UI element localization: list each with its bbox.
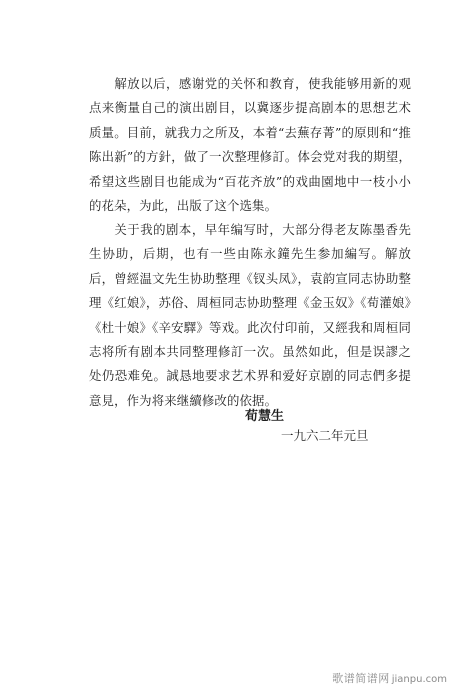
paragraph-preface xyxy=(89,72,411,218)
site-watermark xyxy=(332,670,447,686)
signature-date: 一九六二年元旦 xyxy=(281,428,369,443)
watermark-site-name: 歌谱简谱网 xyxy=(332,672,390,685)
paragraph-text: 解放以后，感谢党的关怀和教育，使我能够用新的观点来衡量自己的演出剧目，以冀逐步提高剧本的思想艺术质量。目前，就我力之所及，本着“去蕪存菁”的原則和“推陈出新”的方針，做了一次整理修訂。体会党对我的期望，希望这些剧目也能成为“百花齐放”的戏曲園地中一枝小小的花朵，为此，出版了这个选集。 xyxy=(89,76,411,214)
paragraph-text: 关于我的剧本，早年编写时，大部分得老友陈墨香先生协助，后期，也有一些由陈永鐘先生参加編写。解放后，曾經温文先生协助整理《钗头凤》，袁韵宣同志协助整理《红娘》，苏俗、周桓同志协助整理《金玉奴》《荀灌娘》《杜十娘》《辛安驛》等戏。此次付印前，又經我和周桓同志将所有剧本共同整理修訂一次。虽然如此，但是误謬之处仍恐难免。誠恳地要求艺术界和爱好京剧的同志們多提意見，作为将来继續修改的依据。 xyxy=(89,222,411,408)
author-signature: 荀慧生 xyxy=(245,409,285,424)
watermark-url: jianpu.com xyxy=(391,674,447,685)
paragraph-acknowledgements xyxy=(89,218,411,413)
